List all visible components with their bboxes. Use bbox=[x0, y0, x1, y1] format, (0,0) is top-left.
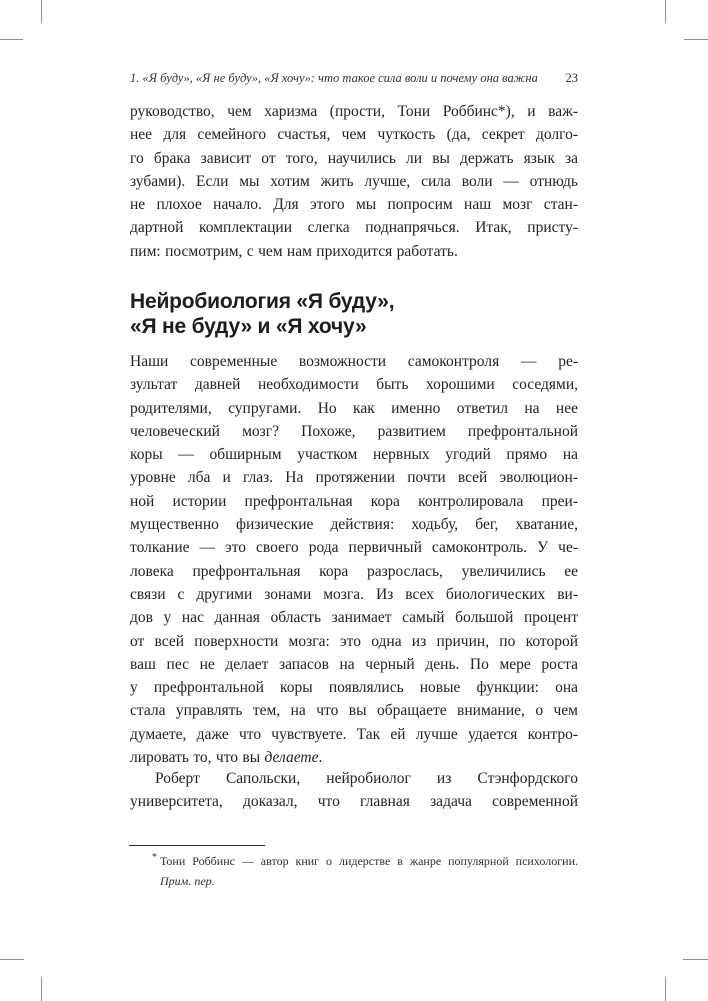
text-line: ваш пес не делает запасов на черный день. По мере роста bbox=[130, 655, 578, 673]
text-line: коры — обширным участком нервных угодий прямо на bbox=[130, 446, 578, 464]
text-line: зультат давней необходимости быть хорошими соседями, bbox=[130, 376, 578, 394]
text-line: руководство, чем харизма (прости, Тони Роббинс*), и важ- bbox=[130, 103, 578, 120]
crop-mark-bottom-left-vertical bbox=[41, 977, 42, 1001]
paragraph-2 bbox=[130, 350, 578, 769]
text-line: мущественно физические действия: ходьбу, бег, хватание, bbox=[130, 516, 578, 534]
text-line: от всей поверхности мозга: это одна из причин, по которой bbox=[130, 632, 578, 650]
text-line: нее для семейного счастья, чем чуткость (да, секрет долго- bbox=[130, 126, 578, 144]
text-line: Наши современные возможности самоконтроля — ре- bbox=[130, 353, 578, 370]
crop-mark-top-left-horizontal bbox=[0, 39, 23, 40]
paragraph-3 bbox=[130, 767, 578, 814]
footnote-separator-rule bbox=[129, 845, 265, 846]
text-line: родителями, супругами. Но как именно ответил на нее bbox=[130, 399, 578, 417]
footnote-asterisk-marker: * bbox=[152, 852, 157, 863]
page-number: 23 bbox=[565, 71, 578, 85]
text-line: зубами). Если мы хотим жить лучше, сила воли — отнюдь bbox=[130, 172, 578, 190]
text-line: уровне лба и глаз. На протяжении почти всей эволюцион- bbox=[130, 469, 578, 487]
crop-mark-top-left-vertical bbox=[41, 0, 42, 23]
running-head-title: 1. «Я буду», «Я не буду», «Я хочу»: что такое сила воли и почему она важна bbox=[130, 71, 538, 85]
text-line: го брака зависит от того, научились ли вы держать язык за bbox=[130, 149, 578, 167]
crop-mark-top-right-horizontal bbox=[684, 39, 708, 40]
section-heading-line-1: Нейробиология «Я буду», bbox=[130, 290, 395, 313]
section-heading bbox=[130, 289, 578, 339]
footnote-text: Тони Роббинс — автор книг о лидерстве в жанре популярной психологии. bbox=[160, 854, 578, 868]
running-head bbox=[130, 70, 578, 86]
paragraph-2-last-line-suffix: . bbox=[318, 749, 323, 767]
paragraph-2-last-line bbox=[130, 746, 578, 769]
text-line: дартной комплектации слегка поднапрячься. Итак, присту- bbox=[130, 219, 578, 237]
paragraph-2-lines bbox=[130, 350, 578, 746]
text-line: университета, доказал, что главная задача современной bbox=[130, 793, 578, 811]
paragraph-2-last-line-italic: делаете bbox=[264, 749, 319, 767]
footnote bbox=[152, 848, 578, 891]
text-line: не плохое начало. Для этого мы попросим наш мозг стан- bbox=[130, 196, 578, 214]
crop-mark-top-right-vertical bbox=[665, 0, 666, 23]
text-line: связи с другими зонами мозга. Из всех биологических ви- bbox=[130, 585, 578, 603]
text-line: стала управлять тем, на что вы обращаете внимание, о чем bbox=[130, 702, 578, 720]
text-line: толкание — это своего рода первичный самоконтроль. У че- bbox=[130, 539, 578, 557]
text-line: человеческий мозг? Похоже, развитием префронтальной bbox=[130, 422, 578, 440]
text-line: думаете, даже что чувствуете. Так ей лучше удается контро- bbox=[130, 725, 578, 743]
section-heading-line-2: «Я не буду» и «Я хочу» bbox=[130, 315, 367, 338]
text-line: Роберт Сапольски, нейробиолог из Стэнфордского bbox=[155, 770, 578, 787]
text-line: ной истории префронтальная кора контролировала преи- bbox=[130, 492, 578, 510]
footnote-translator-note: Прим. пер. bbox=[160, 873, 215, 888]
text-line: дов у нас данная область занимает самый большой процент bbox=[130, 609, 578, 627]
crop-mark-bottom-right-vertical bbox=[665, 977, 666, 1001]
paragraph-1-last-line: пим: посмотрим, с чем нам приходится работать. bbox=[130, 242, 458, 260]
crop-mark-bottom-right-horizontal bbox=[683, 959, 708, 960]
paragraph-1 bbox=[130, 100, 578, 263]
paragraph-2-last-line-prefix: лировать то, что вы bbox=[130, 749, 265, 767]
crop-mark-bottom-left-horizontal bbox=[0, 959, 24, 960]
paragraph-1-lines bbox=[130, 100, 578, 240]
text-line: ловека префронтальная кора разрослась, увеличились ее bbox=[130, 562, 578, 580]
paragraph-3-lines bbox=[130, 767, 578, 814]
text-line: у префронтальной коры появлялись новые функции: она bbox=[130, 679, 578, 697]
footnote-text-line bbox=[152, 848, 578, 872]
